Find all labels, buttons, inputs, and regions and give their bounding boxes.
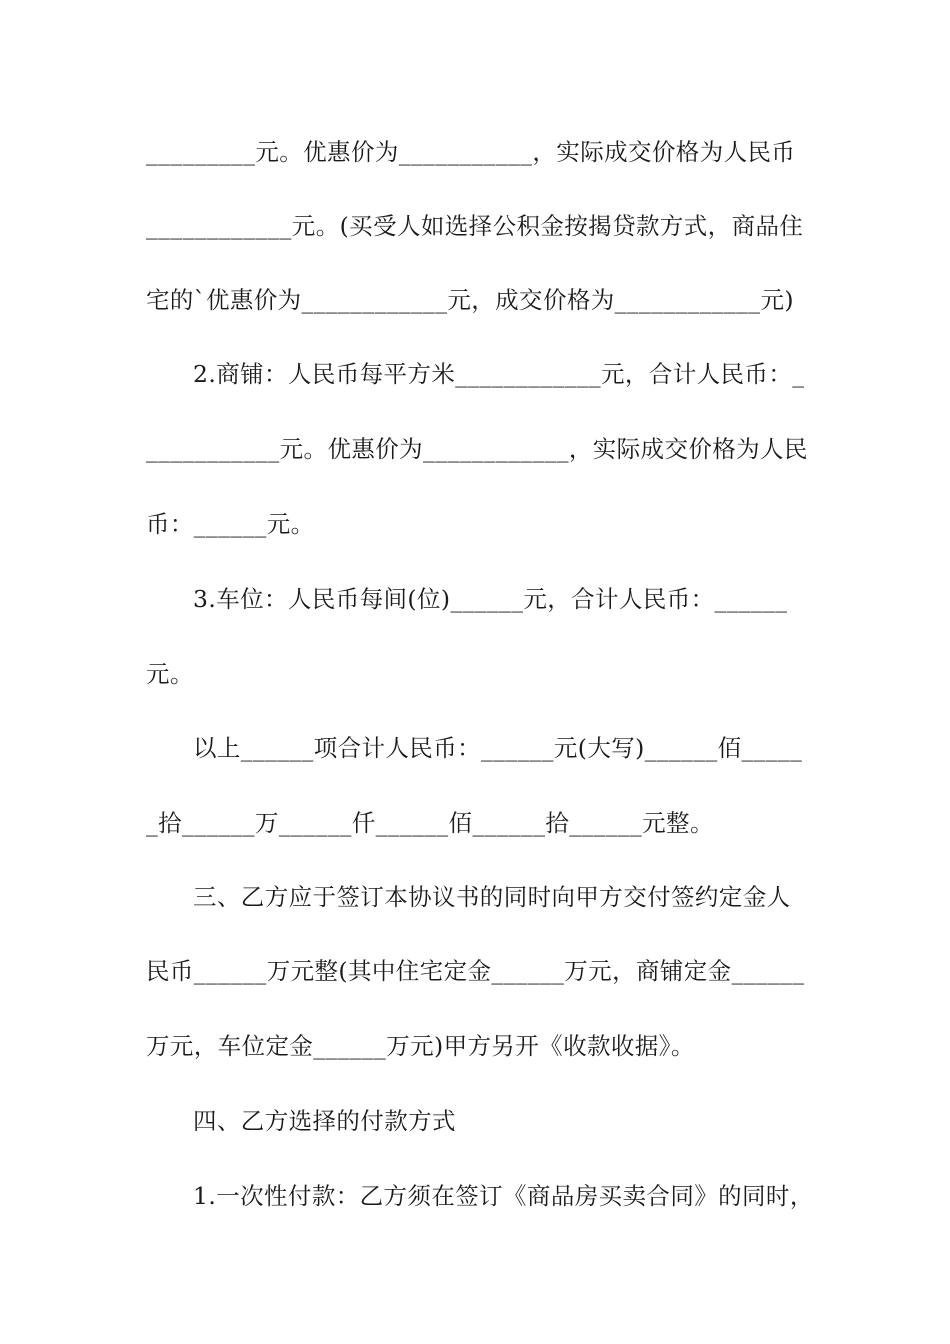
text-line-14: 四、乙方选择的付款方式 [193, 1107, 456, 1135]
text-line-13: 万元，车位定金______万元)甲方另开《收款收据》。 [146, 1032, 695, 1060]
text-line-15: 1.一次性付款：乙方须在签订《商品房买卖合同》的同时， [193, 1182, 814, 1210]
text-line-7: 3.车位：人民币每间(位)______元，合计人民币：______ [193, 585, 788, 613]
text-line-4: 2.商铺：人民币每平方米____________元，合计人民币：_ [193, 360, 805, 388]
text-line-8: 元。 [146, 660, 194, 688]
text-line-5: ___________元。优惠价为____________，实际成交价格为人民 [146, 435, 808, 463]
text-line-12: 民币______万元整(其中住宅定金______万元，商铺定金______ [146, 957, 805, 985]
text-line-10: _拾______万______仟______佰______拾______元整。 [146, 809, 714, 837]
text-line-3: 宅的`优惠价为____________元，成交价格为____________元) [146, 286, 794, 314]
text-line-9: 以上______项合计人民币：______元(大写)______佰_____ [193, 734, 803, 762]
text-line-6: 币：______元。 [146, 510, 315, 538]
text-line-1: _________元。优惠价为___________，实际成交价格为人民币 [146, 138, 796, 166]
text-line-2: ____________元。(买受人如选择公积金按揭贷款方式，商品住 [146, 212, 804, 240]
text-line-11: 三、乙方应于签订本协议书的同时向甲方交付签约定金人 [193, 883, 791, 911]
